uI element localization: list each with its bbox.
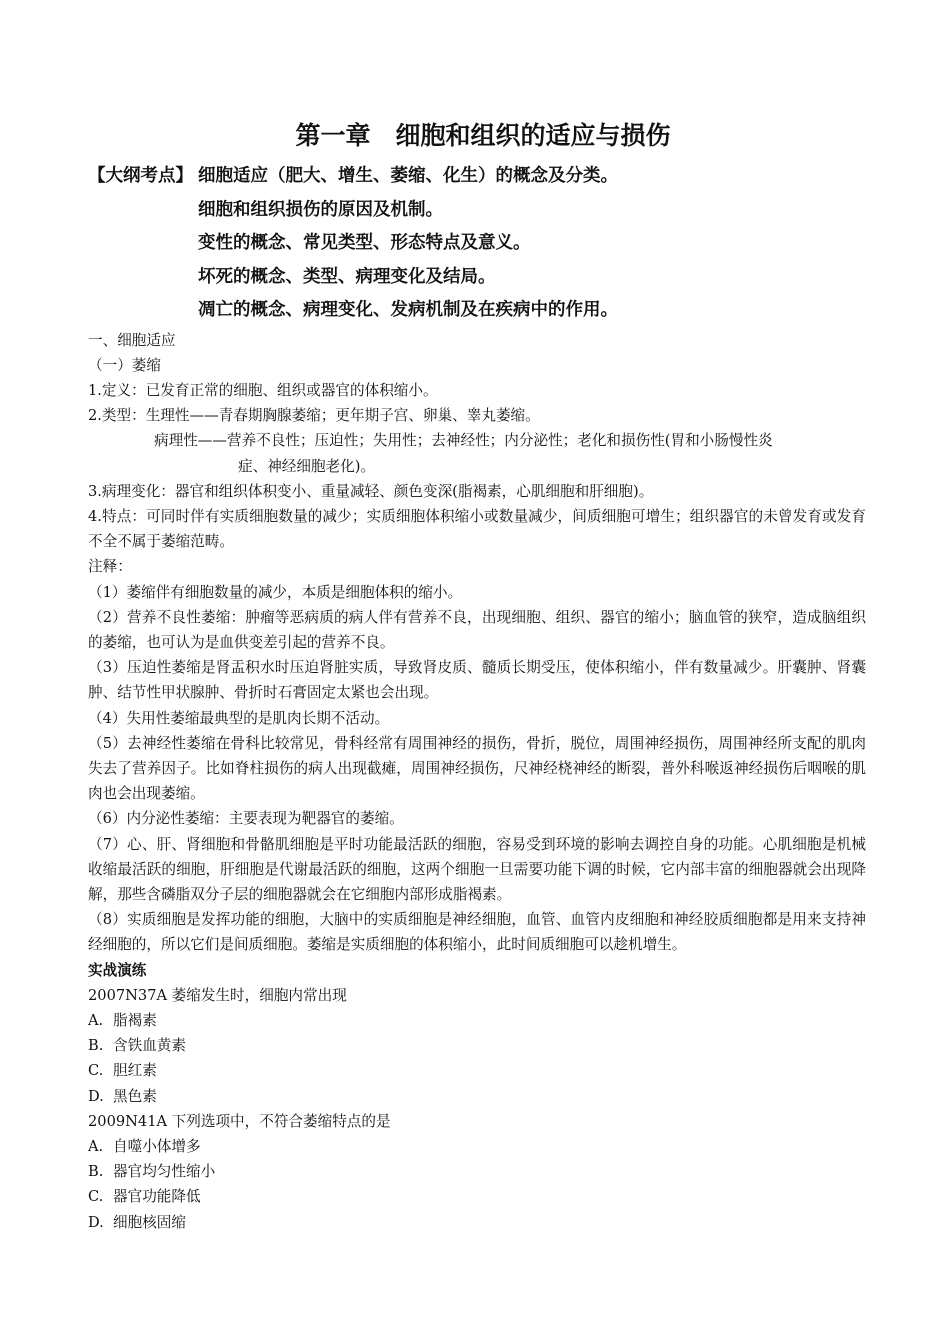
option-text: 胆红素 — [113, 1062, 157, 1080]
question-stem: 2007N37A 萎缩发生时，细胞内常出现 — [88, 986, 347, 1004]
note-item: （2）营养不良性萎缩：肿瘤等恶病质的病人伴有营养不良，出现细胞、组织、器官的缩小；脑血管的狭窄，造成脑组织的萎缩，也可认为是血供变差引起的营养不良。 — [88, 608, 866, 651]
question-option — [88, 1033, 866, 1058]
question-option — [88, 1159, 866, 1184]
option-text: 含铁血黄素 — [113, 1037, 186, 1055]
notes-label: 注释： — [88, 558, 132, 576]
question-stem: 2009N41A 下列选项中，不符合萎缩特点的是 — [88, 1112, 391, 1130]
note-item: （1）萎缩伴有细胞数量的减少，本质是细胞体积的缩小。 — [88, 583, 463, 601]
syllabus-item: 凋亡的概念、病理变化、发病机制及在疾病中的作用。 — [198, 300, 618, 320]
types-pathological-cont: 症、神经细胞老化)。 — [238, 457, 376, 475]
option-letter: A. — [88, 1138, 104, 1155]
features-paragraph: 4.特点：可同时伴有实质细胞数量的减少；实质细胞体积缩小或数量减少，间质细胞可增生；组织器官的未曾发育或发育不全不属于萎缩范畴。 — [88, 507, 866, 551]
option-letter: A. — [88, 1011, 104, 1029]
syllabus-item: 细胞和组织损伤的原因及机制。 — [198, 199, 443, 220]
syllabus-item: 细胞适应（肥大、增生、萎缩、化生）的概念及分类。 — [198, 166, 618, 186]
option-text: 黑色素 — [113, 1087, 157, 1105]
option-letter: C. — [88, 1062, 104, 1080]
option-letter: D. — [88, 1213, 104, 1231]
practice-heading: 实战演练 — [88, 961, 147, 979]
option-letter: B. — [88, 1163, 104, 1181]
question-option — [88, 1210, 866, 1235]
definition-paragraph: 1.定义：已发育正常的细胞、组织或器官的体积缩小。 — [88, 381, 438, 399]
note-item: （8）实质细胞是发挥功能的细胞，大脑中的实质细胞是神经细胞，血管、血管内皮细胞和神经胶质细胞都是用来支持神经细胞的，所以它们是间质细胞。萎缩是实质细胞的体积缩小，此时间质细胞可以趁机增生。 — [88, 911, 866, 954]
question-option — [88, 1084, 866, 1109]
types-paragraph: 2.类型：生理性——青春期胸腺萎缩；更年期子宫、卵巢、睾丸萎缩。 — [88, 407, 540, 425]
syllabus-item: 变性的概念、常见类型、形态特点及意义。 — [198, 233, 531, 253]
chapter-title: 第一章 细胞和组织的适应与损伤 — [295, 121, 671, 150]
option-text: 器官功能降低 — [113, 1188, 201, 1206]
note-item: （4）失用性萎缩最典型的是肌肉长期不活动。 — [88, 709, 390, 727]
subsection-heading: （一）萎缩 — [88, 356, 161, 374]
question-option — [88, 1134, 866, 1159]
document-body — [88, 328, 866, 1235]
option-letter: C. — [88, 1188, 104, 1206]
syllabus-item: 坏死的概念、类型、病理变化及结局。 — [198, 266, 496, 287]
pathology-paragraph: 3.病理变化：器官和组织体积变小、重量减轻、颜色变深(脂褐素，心肌细胞和肝细胞)。 — [88, 482, 654, 500]
syllabus-points — [88, 160, 866, 328]
note-item: （7）心、肝、肾细胞和骨骼肌细胞是平时功能最活跃的细胞，容易受到环境的影响去调控自身的功能。心肌细胞是机械收缩最活跃的细胞，肝细胞是代谢最活跃的细胞，这两个细胞一旦需要功能下调的时候，它内部丰富的细胞器就会出现降解，那些含磷脂双分子层的细胞器就会在它细胞内部形成脂褐素。 — [88, 835, 866, 903]
types-pathological: 病理性——营养不良性；压迫性；失用性；去神经性；内分泌性；老化和损伤性(胃和小肠慢性炎 — [154, 432, 773, 450]
option-letter: B. — [88, 1037, 104, 1055]
note-item: （3）压迫性萎缩是肾盂积水时压迫肾脏实质，导致肾皮质、髓质长期受压，使体积缩小，伴有数量减少。肝囊肿、肾囊肿、结节性甲状腺肿、骨折时石膏固定太紧也会出现。 — [88, 659, 866, 702]
option-text: 细胞核固缩 — [113, 1213, 186, 1231]
question-option — [88, 1008, 866, 1033]
option-text: 器官均匀性缩小 — [113, 1163, 216, 1181]
question-option — [88, 1058, 866, 1083]
option-text: 自噬小体增多 — [113, 1138, 201, 1155]
option-text: 脂褐素 — [113, 1011, 157, 1029]
note-item: （5）去神经性萎缩在骨科比较常见，骨科经常有周围神经的损伤，骨折，脱位，周围神经损伤，周围神经所支配的肌肉失去了营养因子。比如脊柱损伤的病人出现截瘫，周围神经损伤，尺神经桡神经的断裂，普外科喉返神经损伤后咽喉的肌肉也会出现萎缩。 — [88, 734, 866, 803]
note-item: （6）内分泌性萎缩：主要表现为靶器官的萎缩。 — [88, 810, 404, 828]
section-heading: 一、细胞适应 — [88, 331, 176, 349]
option-letter: D. — [88, 1087, 104, 1105]
question-option — [88, 1184, 866, 1209]
syllabus-tag: 【大纲考点】 — [88, 166, 193, 186]
